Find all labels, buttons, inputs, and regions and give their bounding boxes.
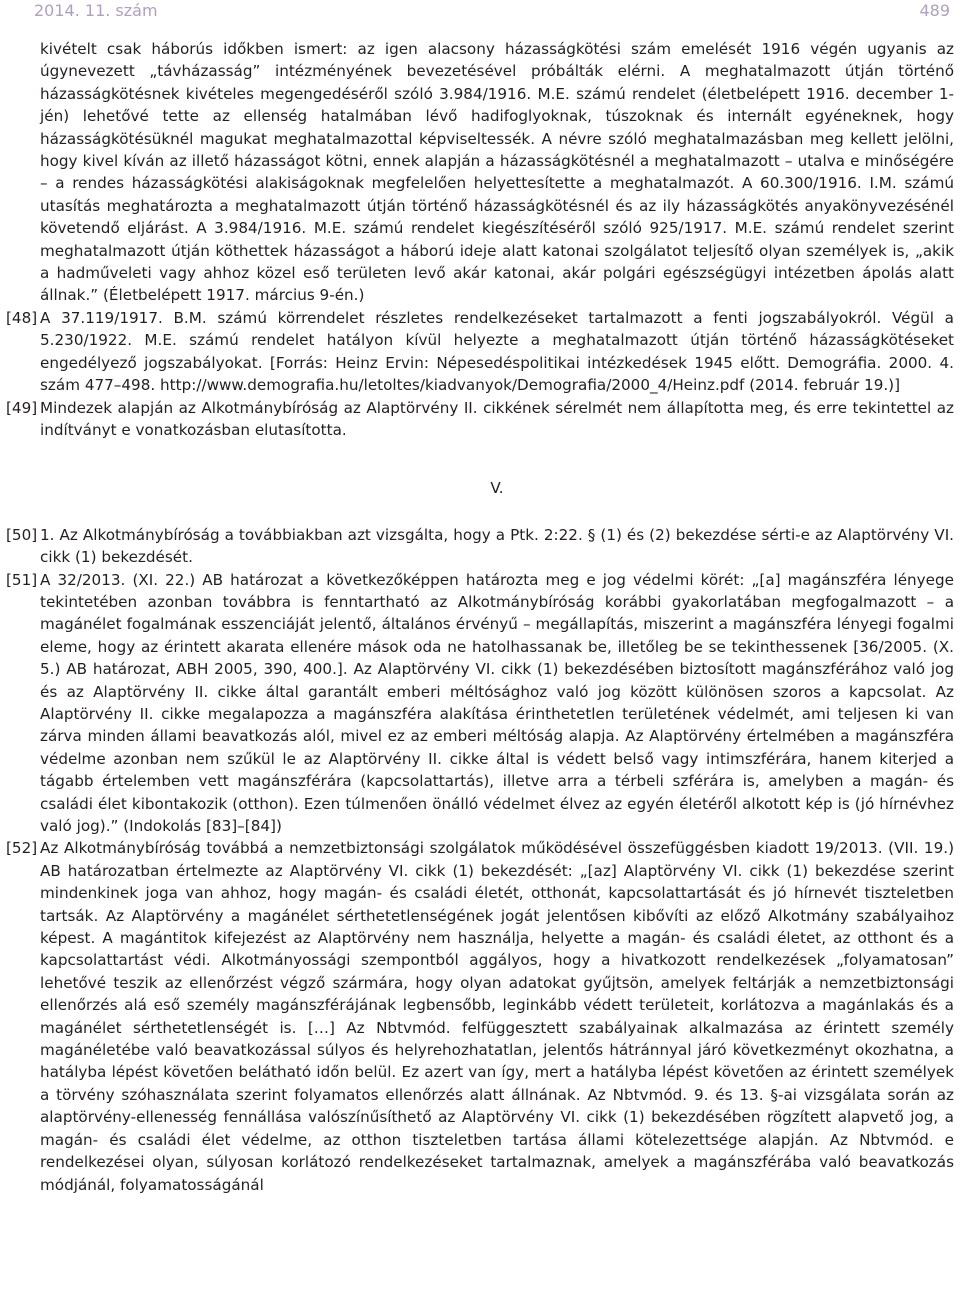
page-header bbox=[0, 0, 960, 26]
paragraph-text: Mindezek alapján az Alkotmánybíróság az Alaptörvény II. cikkének sérelmét nem állapította meg, és erre tekintettel az indítványt e vonatkozásban elutasította. bbox=[40, 398, 954, 439]
paragraph-number: [50] bbox=[6, 525, 38, 544]
document-body bbox=[6, 38, 954, 1196]
intro-paragraph: kivételt csak háborús időkben ismert: az igen alacsony házasságkötési szám emelését 1916 végén ugyanis az úgynevezett „távházasság” intézményének bevezetésével próbálták elérni. A meghatalmazott útján történő házasságkötésnek kivételes megengedéséről szóló 3.984/1916. M.E. számú rendelet (életbelépett 1916. december 1-jén) lehetővé tette az ellenség hatalmában lévő hadifoglyoknak, túszoknak és internált egyéneknek, hogy házasságkötésüknél magukat meghatalmazottal képviseltessék. A névre szóló meghatalmazásban meg kellett jelölni, hogy kivel kíván az illető házasságot kötni, ennek alapján a házasságkötésnél a meghatalmazott – utalva e minőségére – a rendes házasságkötési alakiságoknak megfelelően helyettesítette a meghatalmazót. A 60.300/1916. I.M. számú utasítás meghatározta a meghatalmazott útján történő házasságkötésnél és az ily házasságkötés anyakönyvezésénél követendő eljárást. A 3.984/1916. M.E. számú rendelet kiegészítéséről szóló 925/1917. M.E. számú rendelet szerint meghatalmazott útján köthettek házasságot a háború ideje alatt katonai szolgálatot teljesítő olyan személyek is, „akik a hadműveleti vagy ahhoz közel eső területen levő akár katonai, akár polgári egészségügyi intézetben ápolás alatt állnak.” (Életbelépett 1917. március 9-én.) bbox=[40, 40, 954, 305]
paragraph-50 bbox=[6, 524, 954, 569]
paragraph-text: Az Alkotmánybíróság továbbá a nemzetbiztonsági szolgálatok működésével összefüggésben kiadott 19/2013. (VII. 19.) AB határozatban értelmezte az Alaptörvény VI. cikk (1) bekezdését: „[az] Alaptörvény VI. cikk (1) bekezdése szerint mindenkinek joga van ahhoz, hogy magán- és családi életét, otthonát, kapcsolattartását és jó hírnevét tiszteletben tartsák. Az Alaptörvény a magánélet sérthetetlenségének jogát jelentősen kibővíti az előző Alkotmány szabályaihoz képest. A magántitok kifejezést az Alaptörvény nem használja, helyette a magán- és családi életet, az otthont és a kapcsolattartást védi. Alkotmányossági szempontból aggályos, hogy a hivatkozott rendelkezések „folyamatosan” lehetővé teszik az ellenőrzést végző szármára, hogy olyan adatokat gyűjtsön, amelyek feltárják a nemzetbiztonsági ellenőrzés alá eső személy magánszférájának legbensőbb, leginkább védett területeit, korlátozva a magánlakás és a magánélet sérthetetlenségét is. […] Az Nbtvmód. felfüggesztett szabályainak alkalmazása az érintett személy magánéletébe való beavatkozással súlyos és helyrehozhatatlan, jelentős hátránnyal járó következményt okozhatna, a hatályba lépést követően belátható időn belül. Ez azert van így, mert a hatályba lépést követően az érintett személyek a törvény szóhasználata szerint folyamatos ellenőrzés alatt állnának. Az Nbtvmód. 9. és 13. §-ai vizsgálata során az alaptörvény-ellenesség fennállása valószínűsíthető az Alaptörvény VI. cikk (1) bekezdésében rögzített alapvető jog, a magán- és családi élet védelme, az otthon tiszteletben tartása állami kötelezettsége alapján. Az Nbtvmód. e rendelkezései olyan, súlyosan korlátozó rendelkezéseket tartalmaznak, amelyek a magánszférába való beavatkozás módjánál, folyamatosságánál bbox=[40, 839, 954, 1194]
paragraph-number: [51] bbox=[6, 570, 38, 589]
paragraph-text: A 32/2013. (XI. 22.) AB határozat a következőképpen határozta meg e jog védelmi körét: „[a] magánszféra lényege tekintetében azonban továbbra is fenntartható az Alkotmánybíróság korábbi gyakorlatában megfogalmazott – a magánélet fogalmának esszenciáját jelentő, általános érvényű – megállapítás, miszerint a magánszféra lényegi fogalmi eleme, hogy az érintett akarata ellenére mások oda ne hatolhassanak be, illetőleg be se tekinthessenek [36/2005. (X. 5.) AB határozat, ABH 2005, 390, 400.]. Az Alaptörvény VI. cikk (1) bekezdésében biztosított magánszférához való jog és az Alaptörvény II. cikke által garantált emberi méltósághoz való jog között különösen szoros a kapcsolat. Az Alaptörvény II. cikke megalapozza a magánszféra alakítása érinthetetlen területének védelmét, ami teljesen ki van zárva minden állami beavatkozás alól, mivel ez az emberi méltóság alapja. Az Alaptörvény értelmében a magánszféra védelme azonban nem szűkül le az Alaptörvény II. cikke által is védett belső vagy intimszférára, hanem kiterjed a tágabb értelemben vett magánszférára (kapcsolattartás), illetve arra a térbeli szférára is, amelyben a magán- és családi élet kibontakozik (otthon). Ezen túlmenően önálló védelmet élvez az egyén életéről alkotott kép is (jó hírnévhez való jog).” (Indokolás [83]–[84]) bbox=[40, 570, 954, 835]
issue-label: 2014. 11. szám bbox=[34, 1, 158, 20]
paragraph-text: A 37.119/1917. B.M. számú körrendelet részletes rendelkezéseket tartalmazott a fenti jogszabályokról. Végül a 5.230/1922. M.E. számú rendelet hatályon kívül helyezte a meghatalmazott útján történő házasságkötéseket engedélyező jogszabályokat. [Forrás: Heinz Ervin: Népesedéspolitikai intézkedések 1945 előtt. Demográfia. 2000. 4. szám 477–498. http://www.demografia.hu/letoltes/kiadvanyok/Demografia/2000_4/Heinz.pdf (2014. február 19.)] bbox=[40, 308, 954, 395]
paragraph-52 bbox=[6, 837, 954, 1196]
paragraph-number: [48] bbox=[6, 308, 38, 327]
page-number: 489 bbox=[919, 1, 950, 20]
paragraph-49 bbox=[6, 397, 954, 442]
paragraph-51 bbox=[6, 569, 954, 838]
section-heading: V. bbox=[490, 479, 504, 498]
paragraph-48 bbox=[6, 307, 954, 397]
paragraph-text: 1. Az Alkotmánybíróság a továbbiakban azt vizsgálta, hogy a Ptk. 2:22. § (1) és (2) bekezdése sérti-e az Alaptörvény VI. cikk (1) bekezdését. bbox=[40, 525, 954, 567]
paragraph-number: [52] bbox=[6, 839, 38, 858]
paragraph-number: [49] bbox=[6, 398, 38, 417]
